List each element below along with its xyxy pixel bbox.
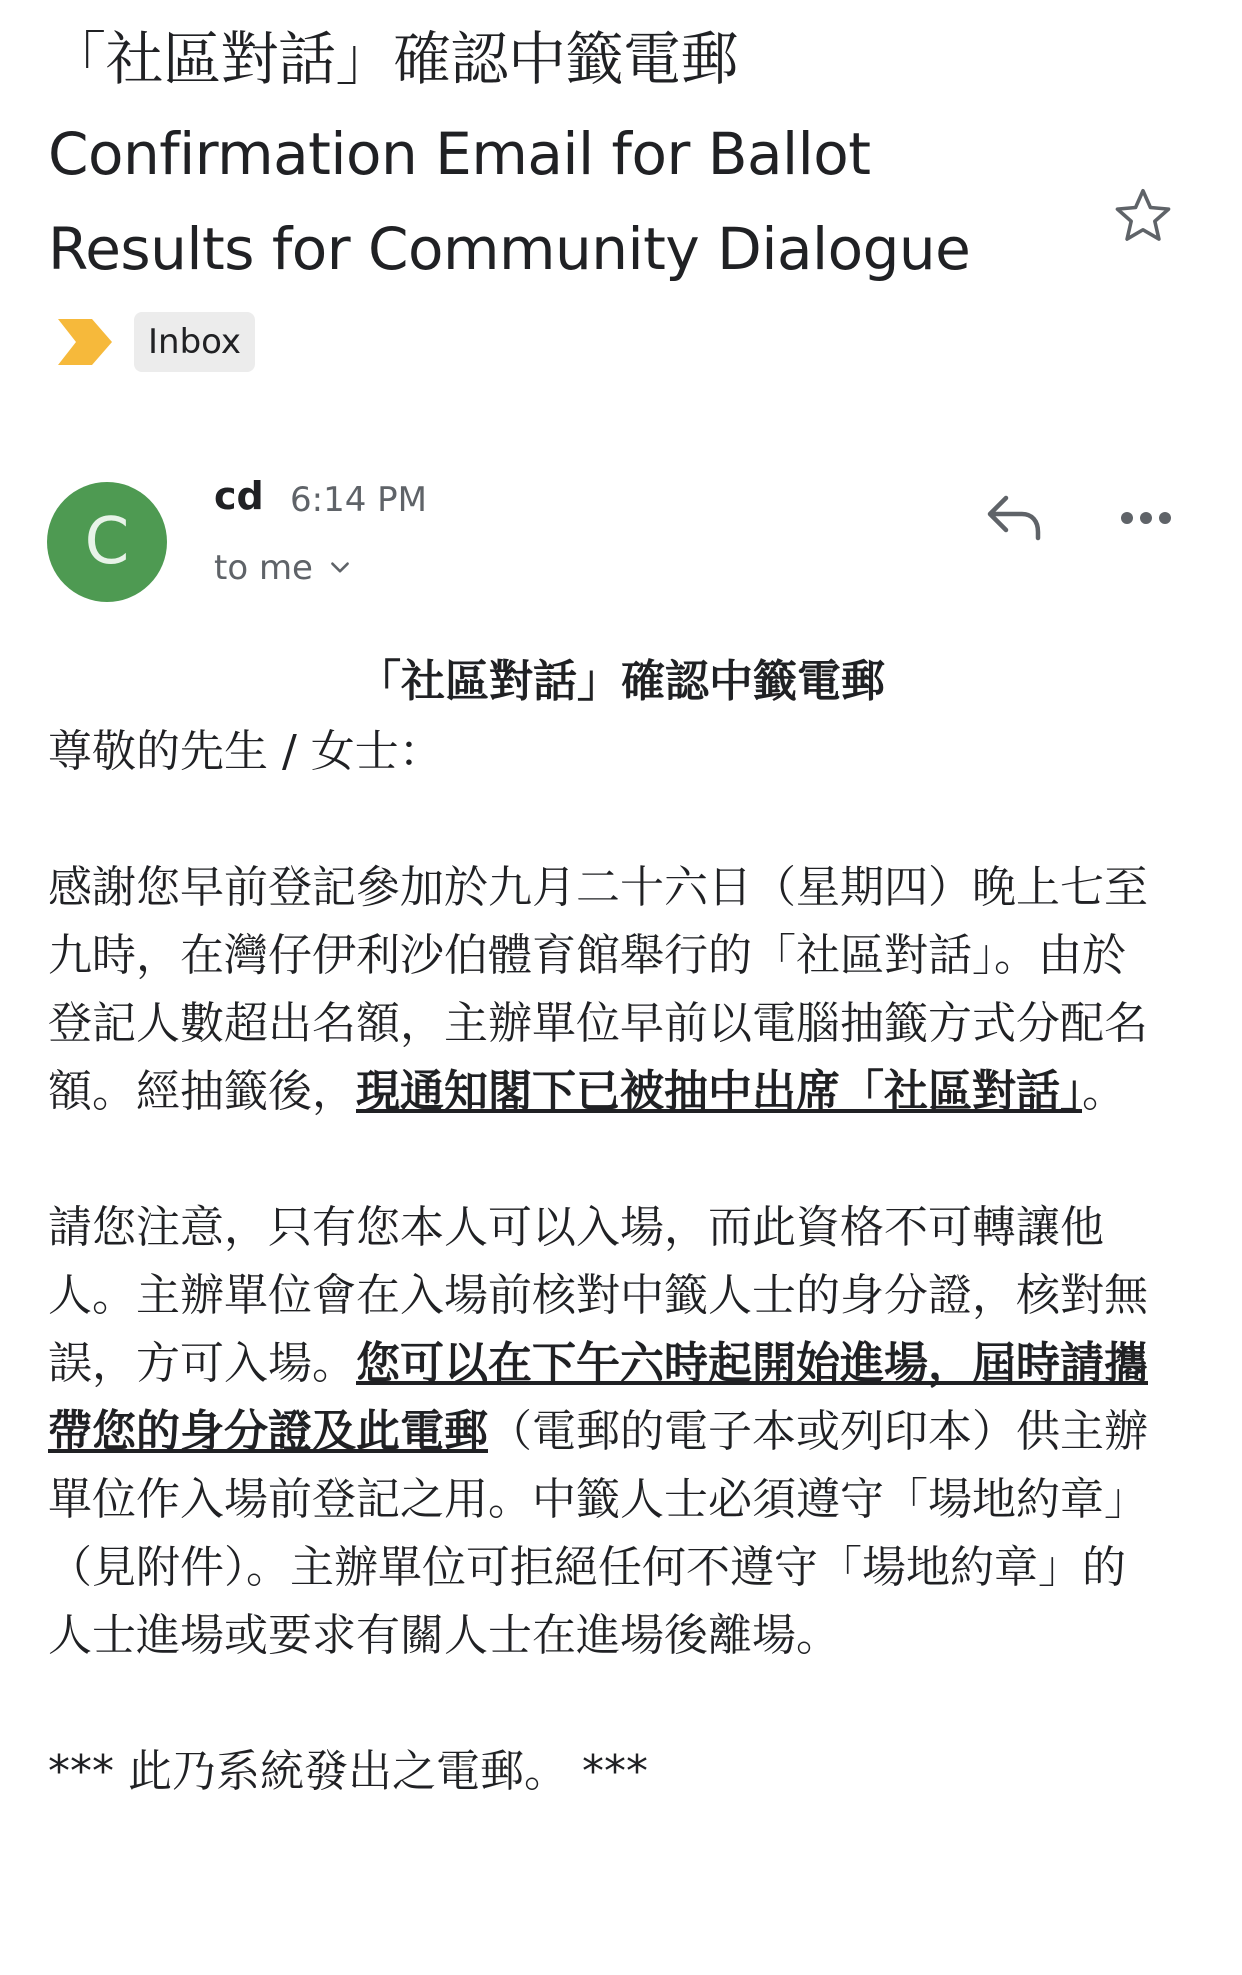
paragraph-spacer (48, 786, 1148, 854)
more-options-button[interactable] (1118, 500, 1174, 536)
inbox-label-chip[interactable]: Inbox (134, 312, 255, 372)
email-subject (48, 12, 1028, 297)
reply-button[interactable] (984, 488, 1046, 544)
paragraph-text: 請您注意，只有您本人可以入場，而此資格不可轉讓他人。主辦單位會在入場前核對中籤人士的身分證，核對無誤，方可入場。 (48, 1202, 1148, 1389)
paragraph-entry-instructions (48, 1194, 1148, 1670)
paragraph-text: 感謝您早前登記參加於九月二十六日（星期四）晚上七至九時，在灣仔伊利沙伯體育館舉行的「社區對話」。由於登記人數超出名額，主辦單位早前以電腦抽籤方式分配名額。經抽籤後， (48, 862, 1148, 1117)
subject-line-chinese: 「社區對話」確認中籤電郵 (48, 25, 739, 93)
more-horizontal-icon (1118, 500, 1174, 536)
star-outline-icon (1110, 183, 1176, 249)
chevron-down-icon (327, 555, 353, 581)
greeting: 尊敬的先生 / 女士： (48, 726, 443, 777)
entry-emphasis: 您可以在下午六時起開始進場，屆時請攜帶您的身分證及此電郵 (48, 1338, 1148, 1457)
paragraph-spacer (48, 1670, 1148, 1738)
importance-marker-icon[interactable] (58, 319, 112, 365)
subject-line-english-2: Results for Community Dialogue (48, 215, 971, 283)
email-body (48, 718, 1148, 1806)
system-footer: *** 此乃系統發出之電郵。 *** (48, 1746, 648, 1797)
subject-line-english-1: Confirmation Email for Ballot (48, 120, 871, 188)
recipient-label: to me (214, 548, 313, 588)
sent-time: 6:14 PM (290, 480, 427, 520)
paragraph-text: （電郵的電子本或列印本）供主辦單位作入場前登記之用。中籤人士必須遵守「場地約章」（見附件）。主辦單位可拒絕任何不遵守「場地約章」的人士進場或要求有關人士在進場後離場。 (48, 1406, 1148, 1661)
star-button[interactable] (1110, 183, 1176, 249)
paragraph-spacer (48, 1126, 1148, 1194)
reply-icon (984, 488, 1046, 544)
selection-emphasis: 現通知閣下已被抽中出席「社區對話」 (356, 1066, 1082, 1117)
paragraph-end: 。 (1082, 1066, 1126, 1117)
sender-name[interactable]: cd (214, 474, 264, 518)
email-body-title: 「社區對話」確認中籤電郵 (357, 656, 885, 707)
recipient-details-toggle[interactable] (214, 548, 353, 588)
sender-avatar[interactable]: C (47, 482, 167, 602)
paragraph-selection-notice (48, 854, 1148, 1126)
label-row (58, 310, 255, 374)
